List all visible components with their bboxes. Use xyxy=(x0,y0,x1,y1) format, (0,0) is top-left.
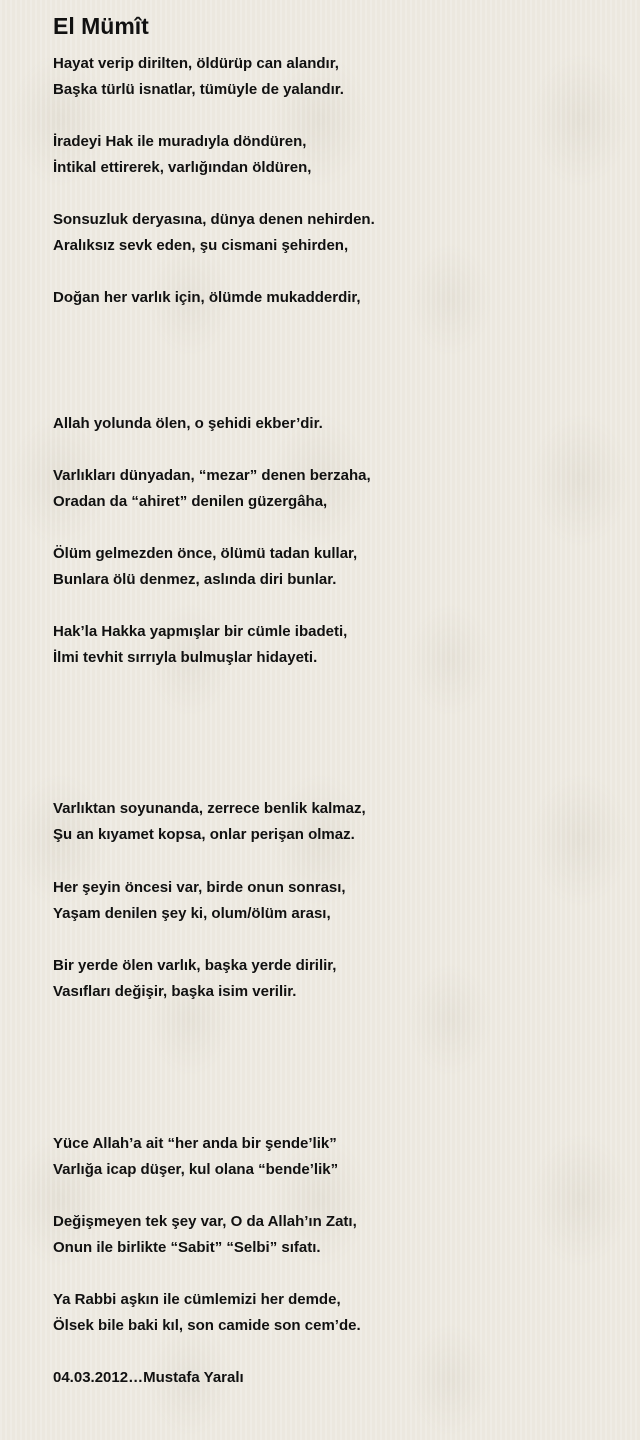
poem-line: Bunlara ölü denmez, aslında diri bunlar. xyxy=(53,571,337,588)
poem-line: Doğan her varlık için, ölümde mukadderdir, xyxy=(53,289,361,306)
poem-line: Ya Rabbi aşkın ile cümlemizi her demde, xyxy=(53,1291,341,1308)
poem-line: Hayat verip dirilten, öldürüp can alandır, xyxy=(53,55,339,72)
poem-line: Şu an kıyamet kopsa, onlar perişan olmaz. xyxy=(53,826,355,843)
poem-line: Ölsek bile baki kıl, son camide son cem’de. xyxy=(53,1317,361,1334)
poem-line: Oradan da “ahiret” denilen güzergâha, xyxy=(53,493,328,510)
stanza xyxy=(53,463,613,515)
stanza xyxy=(53,619,613,671)
stanza xyxy=(53,541,613,593)
poem-line: Başka türlü isnatlar, tümüyle de yalandır. xyxy=(53,81,344,98)
stanza xyxy=(53,129,613,181)
stanza xyxy=(53,51,613,103)
poem-line: Her şeyin öncesi var, birde onun sonrası, xyxy=(53,879,346,896)
stanza xyxy=(53,953,613,1005)
stanza xyxy=(53,411,613,437)
poem-line: Onun ile birlikte “Sabit” “Selbi” sıfatı. xyxy=(53,1239,321,1256)
poem-line: Varlığa icap düşer, kul olana “bende’lik” xyxy=(53,1161,339,1178)
stanza xyxy=(53,285,613,311)
poem-signature: 04.03.2012…Mustafa Yaralı xyxy=(53,1369,244,1386)
poem-line: Yüce Allah’a ait “her anda bir şende’lik” xyxy=(53,1135,337,1152)
poem-line: Ölüm gelmezden önce, ölümü tadan kullar, xyxy=(53,545,358,562)
poem-line: Değişmeyen tek şey var, O da Allah’ın Zatı, xyxy=(53,1213,357,1230)
poem-line: Hak’la Hakka yapmışlar bir cümle ibadeti, xyxy=(53,623,348,640)
poem-line: İlmi tevhit sırrıyla bulmuşlar hidayeti. xyxy=(53,649,318,666)
poem-line: Aralıksız sevk eden, şu cismani şehirden, xyxy=(53,237,349,254)
poem-line: Varlıktan soyunanda, zerrece benlik kalmaz, xyxy=(53,800,366,817)
poem-line: Bir yerde ölen varlık, başka yerde dirilir, xyxy=(53,957,337,974)
stanza xyxy=(53,796,613,848)
stanza xyxy=(53,1131,613,1183)
stanza xyxy=(53,1209,613,1261)
poem-title: El Mümît xyxy=(53,13,149,39)
poem-line: İntikal ettirerek, varlığından öldüren, xyxy=(53,159,312,176)
stanza xyxy=(53,875,613,927)
poem-line: Sonsuzluk deryasına, dünya denen nehirden. xyxy=(53,211,375,228)
poem-line: İradeyi Hak ile muradıyla döndüren, xyxy=(53,133,307,150)
stanza xyxy=(53,1287,613,1339)
poem-line: Allah yolunda ölen, o şehidi ekber’dir. xyxy=(53,415,323,432)
poem-line: Yaşam denilen şey ki, olum/ölüm arası, xyxy=(53,905,331,922)
stanza xyxy=(53,207,613,259)
poem-line: Varlıkları dünyadan, “mezar” denen berzaha, xyxy=(53,467,371,484)
poem-line: Vasıfları değişir, başka isim verilir. xyxy=(53,983,297,1000)
